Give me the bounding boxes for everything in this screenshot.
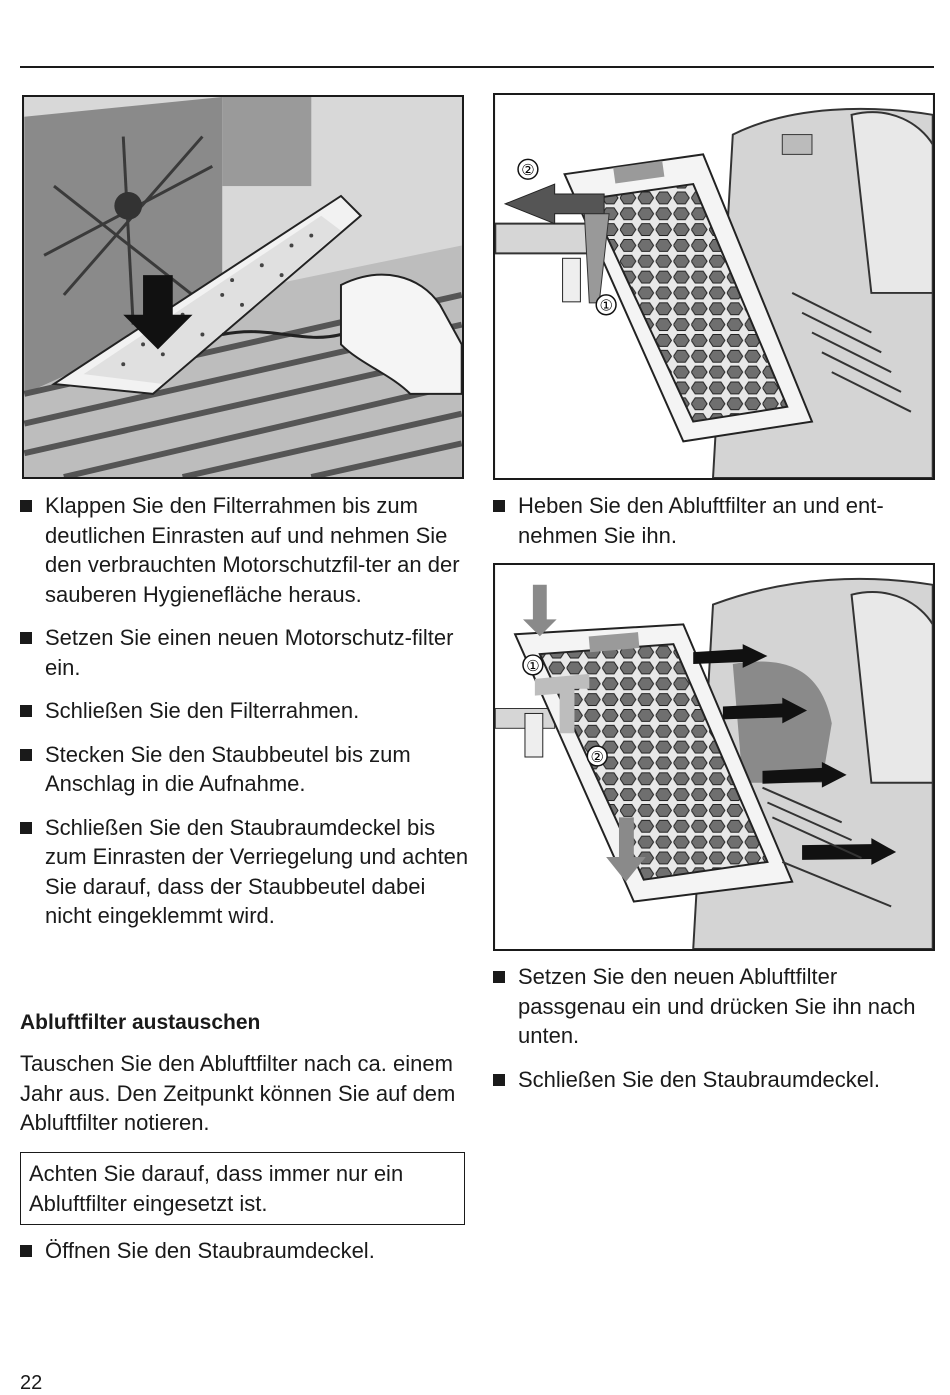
open-cover-instruction	[20, 1236, 470, 1280]
top-rule	[20, 66, 934, 68]
section-paragraph: Tauschen Sie den Abluftfilter nach ca. einem Jahr aus. Den Zeitpunkt können Sie auf dem Abluftfilter notieren.	[20, 1051, 456, 1135]
bullet-square-icon	[493, 500, 505, 512]
list-item: Heben Sie den Abluftfilter an und ent-nehmen Sie ihn.	[493, 491, 938, 550]
insert-filter-instructions	[493, 962, 938, 1108]
section-heading: Abluftfilter austauschen	[20, 1011, 261, 1034]
list-item: Stecken Sie den Staubbeutel bis zum Anschlag in die Aufnahme.	[20, 740, 470, 799]
motor-filter-instructions	[20, 491, 470, 945]
note-box: Achten Sie darauf, dass immer nur ein Abluftfilter eingesetzt ist.	[20, 1152, 465, 1225]
motor-filter-illustration	[22, 95, 464, 479]
bullet-square-icon	[493, 971, 505, 983]
bullet-square-icon	[20, 632, 32, 644]
bullet-square-icon	[20, 822, 32, 834]
bullet-square-icon	[20, 500, 32, 512]
list-item: Schließen Sie den Staubraumdeckel bis zum Einrasten der Verriegelung und achten Sie darauf, dass der Staubbeutel dabei nicht eingeklemmt wird.	[20, 813, 470, 931]
fig2-step1-label: ①	[526, 658, 540, 675]
insert-exhaust-filter-illustration	[493, 563, 935, 951]
remove-filter-instruction	[493, 491, 938, 564]
bullet-square-icon	[20, 749, 32, 761]
list-item: Klappen Sie den Filterrahmen bis zum deutlichen Einrasten auf und nehmen Sie den verbrauchten Motorschutzfil-ter an der sauberen Hygienefläche heraus.	[20, 491, 470, 609]
bullet-square-icon	[20, 705, 32, 717]
page-number: 22	[20, 1372, 43, 1394]
list-item: Setzen Sie den neuen Abluftfilter passgenau ein und drücken Sie ihn nach unten.	[493, 962, 938, 1051]
list-item: Schließen Sie den Filterrahmen.	[20, 696, 470, 726]
list-item: Öffnen Sie den Staubraumdeckel.	[20, 1236, 470, 1266]
remove-exhaust-filter-illustration	[493, 93, 935, 480]
fig1-step1-label: ①	[599, 298, 613, 315]
fig1-step2-label: ②	[521, 163, 535, 180]
bullet-square-icon	[20, 1245, 32, 1257]
fig2-step2-label: ②	[590, 749, 604, 766]
list-item: Setzen Sie einen neuen Motorschutz-filter ein.	[20, 623, 470, 682]
list-item: Schließen Sie den Staubraumdeckel.	[493, 1065, 938, 1095]
bullet-square-icon	[493, 1074, 505, 1086]
